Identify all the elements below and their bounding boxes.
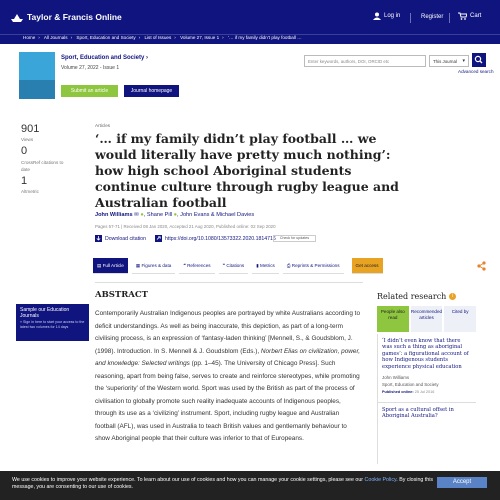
- views-label: Views: [21, 137, 34, 142]
- breadcrumb-all-journals[interactable]: All Journals: [43, 35, 68, 40]
- sample-journals-promo[interactable]: [16, 304, 89, 341]
- login-link[interactable]: [373, 12, 400, 20]
- views-count: 901: [21, 123, 40, 135]
- tab-figures[interactable]: ▦ Figures & data: [132, 258, 176, 274]
- tab-references[interactable]: ❝ References: [179, 258, 214, 274]
- check-for-updates-badge[interactable]: Check for updates: [273, 235, 316, 242]
- author-link[interactable]: John Evans: [180, 212, 210, 218]
- author-list: John Williams ✉ ●, Shane Pill ●, John Evans & Michael Davies: [95, 212, 255, 218]
- download-icon: [95, 235, 102, 242]
- breadcrumb-current-article: ‘… if my family didn’t play football …: [227, 35, 302, 40]
- related-article-date: Published online: 25 Jul 2016: [382, 390, 435, 395]
- section-divider: [95, 282, 363, 283]
- related-article-title[interactable]: ‘I didn’t even know that there was such a thing as aboriginal games’: a figurational account of how Indigenous students experience physical education: [382, 338, 469, 370]
- promo-subtitle: » Sign in here to start your access to the latest two volumes for 14 days: [20, 320, 85, 329]
- ship-logo-icon: [10, 13, 24, 22]
- tab-reprints[interactable]: ⎙ Reprints & Permissions: [283, 258, 344, 274]
- article-tabs: [93, 258, 383, 276]
- submit-article-button[interactable]: Submit an article: [61, 85, 118, 97]
- altmetric-score[interactable]: 1: [21, 175, 28, 187]
- tab-people-also-read[interactable]: People also read: [377, 306, 409, 332]
- register-link[interactable]: Register: [421, 14, 444, 20]
- quote-icon: ❝: [183, 263, 188, 268]
- share-icon[interactable]: [477, 261, 486, 271]
- search-icon: [472, 53, 486, 67]
- author-link[interactable]: Shane Pill: [146, 212, 173, 218]
- journal-title[interactable]: Sport, Education and Society ›: [61, 55, 149, 61]
- related-article-title[interactable]: Sport as a cultural offset in Aboriginal Australia?: [382, 407, 454, 420]
- altmetric-label: Altmetric: [21, 189, 39, 194]
- search-input[interactable]: Enter keywords, authors, DOI, ORCID etc: [304, 55, 426, 67]
- related-article-item[interactable]: [378, 402, 476, 424]
- article-title: ‘… if my family didn’t play football … we would literally have pretty much nothing’: how high school Aboriginal students continue culture through rugby league and Australian football: [95, 131, 399, 210]
- citation-icon: ❞: [222, 263, 227, 268]
- download-citation-link[interactable]: Download citation: [95, 235, 146, 242]
- tab-metrics[interactable]: ▮ Metrics: [252, 258, 279, 274]
- breadcrumb: Home › All Journals › Sport, Education and Society › List of Issues › Volume 27, Issue 1 › ‘… if my family didn’t play football …: [23, 35, 302, 40]
- search-button[interactable]: [472, 53, 486, 67]
- cookie-message: We use cookies to improve your website experience. To learn about our use of cookies and how you can manage your cookie settings, please see our Cookie Policy. By closing this message, you are consenting to our use of cookies.: [12, 477, 434, 490]
- journal-cover-image[interactable]: [19, 52, 55, 99]
- advanced-search-link[interactable]: Advanced search: [458, 69, 494, 74]
- nav-divider: [449, 13, 450, 23]
- accept-cookies-button[interactable]: Accept: [437, 477, 487, 488]
- author-link[interactable]: Michael Davies: [216, 212, 255, 218]
- chevron-right-icon: ›: [146, 55, 149, 61]
- related-article-journal: Sport, Education and Society: [382, 382, 439, 388]
- tab-citations[interactable]: ❞ Citations: [219, 258, 249, 274]
- related-article-author: John Williams: [382, 375, 410, 381]
- orcid-icon[interactable]: ●: [140, 212, 144, 218]
- login-label: Log in: [384, 13, 401, 19]
- tab-cited-by[interactable]: Cited by: [444, 306, 476, 332]
- user-icon: [373, 12, 381, 20]
- related-research-tabs: [377, 306, 476, 332]
- nav-divider: [410, 13, 411, 23]
- site-logo-text: Taylor & Francis Online: [27, 12, 122, 22]
- search-scope-select[interactable]: This Journal ▾: [429, 55, 469, 67]
- cookie-policy-link[interactable]: Cookie Policy: [364, 477, 397, 483]
- info-icon[interactable]: i: [449, 293, 456, 300]
- site-logo[interactable]: [10, 12, 122, 22]
- related-article-item[interactable]: [378, 334, 476, 398]
- tab-recommended-articles[interactable]: Recommended articles: [411, 306, 443, 332]
- cart-icon: [458, 12, 467, 20]
- cart-link[interactable]: [458, 12, 481, 20]
- abstract-heading: ABSTRACT: [95, 290, 148, 300]
- journal-volume: Volume 27, 2022 - Issue 1: [61, 65, 120, 71]
- breadcrumb-issue[interactable]: Volume 27, Issue 1: [180, 35, 220, 40]
- chevron-down-icon: ▾: [462, 58, 465, 64]
- doi-link[interactable]: https://doi.org/10.1080/13573322.2020.1814716: [155, 235, 276, 242]
- document-icon: ▤: [97, 263, 103, 268]
- cart-label: Cart: [470, 13, 482, 19]
- breadcrumb-journal[interactable]: Sport, Education and Society: [76, 35, 136, 40]
- image-icon: ▦: [135, 263, 142, 268]
- journal-homepage-button[interactable]: Journal homepage: [124, 85, 179, 97]
- link-icon: [155, 235, 162, 242]
- related-research-heading: Related research i: [377, 292, 456, 301]
- crossref-count: 0: [21, 145, 28, 157]
- breadcrumb-home[interactable]: Home: [23, 35, 36, 40]
- orcid-icon[interactable]: ●: [173, 212, 178, 218]
- promo-title: Sample our Education Journals: [20, 307, 70, 319]
- article-type: Articles: [95, 123, 111, 128]
- related-articles-list: [377, 334, 476, 464]
- get-access-button[interactable]: Get access: [352, 258, 383, 274]
- crossref-label: CrossRef citations to date: [21, 160, 64, 172]
- abstract-text: Contemporarily Australian Indigenous peoples are portrayed by white Australians according to deficit understandings. As well as being inaccurate, this depiction, as part of a long-term civilising process, is an expression of ‘fantasy-laden thinking’ [Mennell, S., & Goudsblom, J. (1998). Introduction. In S. Mennell & J. Goudsblom (Eds.), Norbert Elias on civilization, power, and knowledge: Selected writings (pp. 1–45). The University of Chicago Press]. Such reasoning, apart from being false, serves to create and reinforce stereotypes, while promoting the ‘superiority’ of the Western world. Sport was used by the British as part of the process of civilisation to globally promote such reality inadequate accounts of Indigenous peoples, through its use as a ‘civilizing’ instrument. Sport, including rugby league and Australian football (AFL), was used in Australia to teach British values and gentlemanly behaviour to show Aboriginal people that their culture was inferior to that of Europeans.: [95, 310, 361, 442]
- breadcrumb-list-of-issues[interactable]: List of Issues: [144, 35, 172, 40]
- email-icon[interactable]: ✉: [134, 212, 139, 218]
- publication-info: Pages 57-71 | Received 08 Jan 2020, Accepted 21 Aug 2020, Published online: 02 Sep 2020: [95, 224, 276, 229]
- author-link[interactable]: John Williams: [95, 212, 133, 218]
- printer-icon: ⎙: [286, 263, 292, 268]
- bar-chart-icon: ▮: [256, 263, 261, 268]
- tab-full-article[interactable]: ▤ Full Article: [93, 258, 128, 274]
